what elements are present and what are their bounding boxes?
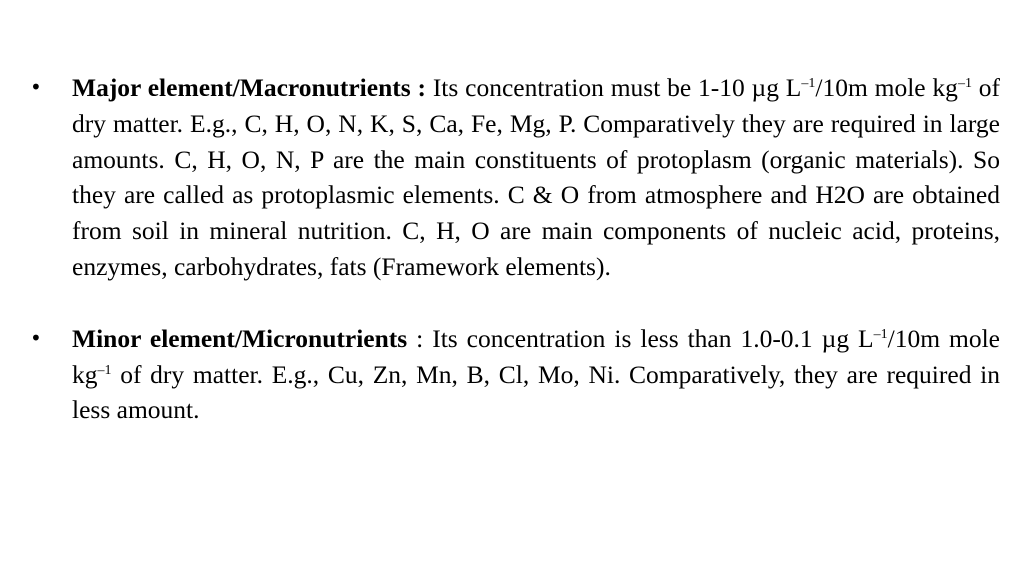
bullet-icon: • xyxy=(30,325,42,350)
micronutrients-text-part-3: of dry matter. E.g., Cu, Zn, Mn, B, Cl, Mo, Ni. Comparatively, they are required in less amount. xyxy=(72,359,1000,425)
macronutrients-text-part-1: Its concentration must be 1-10 µg L xyxy=(426,73,802,102)
micronutrients-text-part-2: /10m mole kg xyxy=(72,323,1000,389)
bullet-micronutrients xyxy=(30,321,1000,428)
bullet-macronutrients xyxy=(30,70,1000,285)
macronutrients-term: Major element/Macronutrients : xyxy=(72,73,426,102)
macronutrients-text-part-2: /10m mole kg xyxy=(815,73,958,102)
macronutrients-text-part-3: of dry matter. E.g., C, H, O, N, K, S, Ca, Fe, Mg, P. Comparatively they are required in large amounts. C, H, O, N, P are the main constituents of protoplasm (organic materials). So they are called as protoplasmic elements. C & O from atmosphere and H2O are obtained from soil in mineral nutrition. C, H, O are main components of nucleic acid, proteins, enzymes, carbohydrates, fats (Framework elements). xyxy=(72,73,1000,281)
unit-exponent: –1 xyxy=(957,76,972,91)
bullet-list xyxy=(30,70,1000,428)
unit-exponent: –1 xyxy=(801,76,816,91)
unit-exponent: –1 xyxy=(97,362,112,378)
micronutrients-term: Minor element/Micronutrients xyxy=(72,323,408,353)
bullet-icon: • xyxy=(30,75,42,99)
unit-exponent: –1 xyxy=(873,326,888,342)
micronutrients-text-part-1: : Its concentration is less than 1.0-0.1 µg L xyxy=(407,323,874,353)
